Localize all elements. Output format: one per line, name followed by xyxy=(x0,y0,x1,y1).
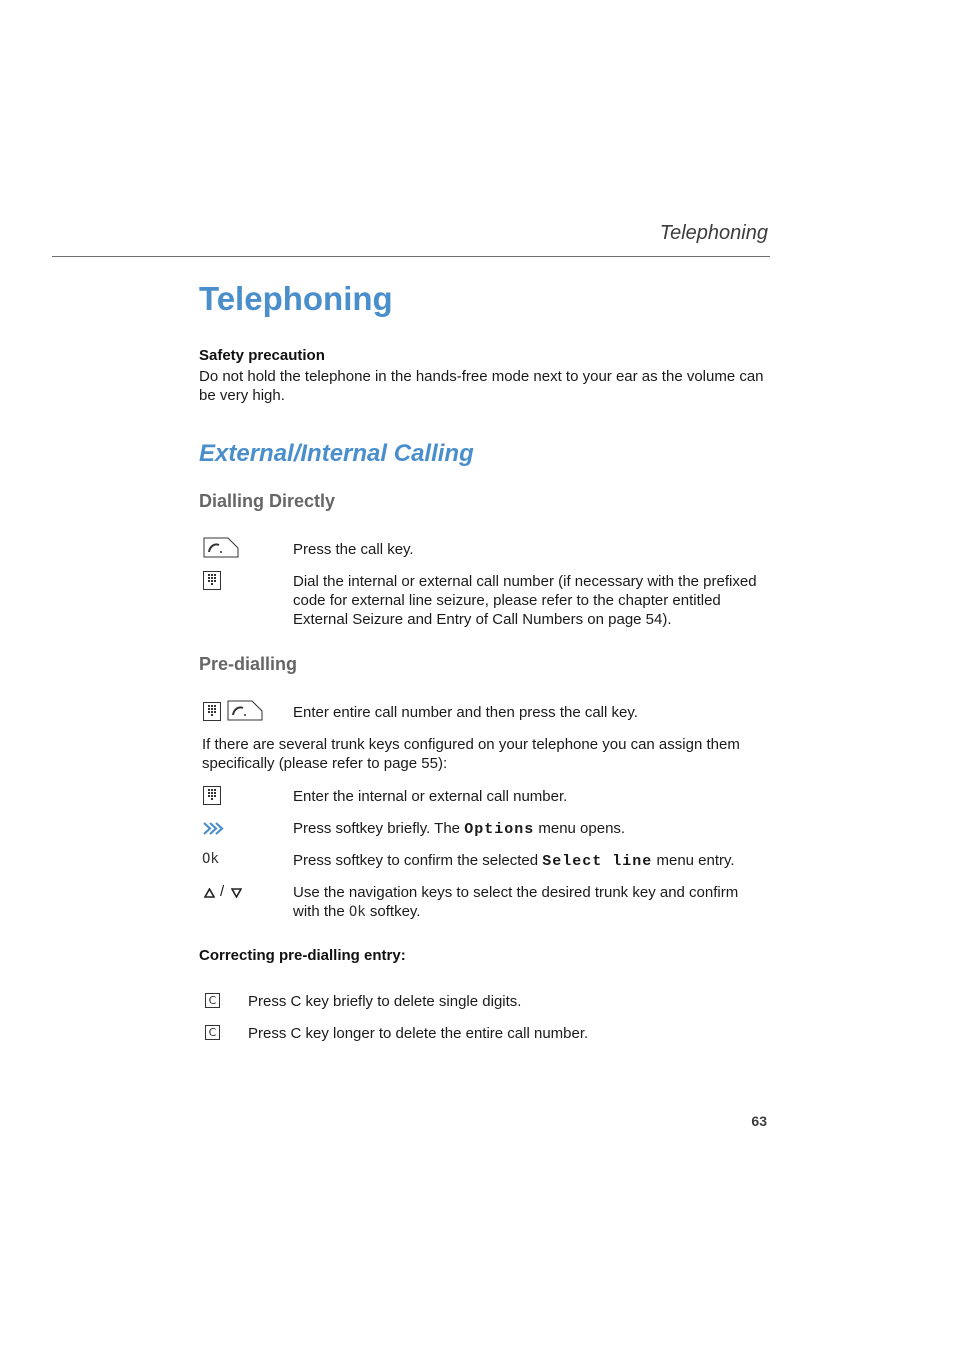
row-5-line-2-after: softkey. xyxy=(365,903,421,920)
page-title: Telephoning xyxy=(199,280,393,317)
navigation-up-icon xyxy=(204,888,215,898)
row-3-text-after: menu opens. xyxy=(534,820,626,837)
keypad-icon xyxy=(203,786,221,805)
keypad-icon xyxy=(203,702,221,721)
pre-dialling-row-4-text xyxy=(293,851,763,871)
pre-dialling-row-5-text xyxy=(293,883,763,922)
trunk-keys-intro: If there are several trunk keys configured on your telephone you can assign them specifically (please refer to page 55): xyxy=(202,736,740,772)
options-menu-name: Options xyxy=(464,821,535,838)
keypad-icon xyxy=(203,571,221,590)
header-rule xyxy=(52,256,770,257)
correcting-row-2-text: Press C key longer to delete the entire call number. xyxy=(248,1025,589,1042)
safety-text: Do not hold the telephone in the hands-free mode next to your ear as the volume can be very high. xyxy=(199,368,764,404)
correcting-label: Correcting pre-dialling entry: xyxy=(199,947,406,964)
dialling-directly-heading: Dialling Directly xyxy=(199,491,336,511)
row-5-line-2-before: with the xyxy=(293,903,349,920)
row-5-line-2 xyxy=(293,902,763,922)
dialling-row-2-text: Dial the internal or external call number (if necessary with the prefixed code for external line seizure, please refer to the chapter entitled External Seizure and Entry of Call Numbers on page 54). xyxy=(293,573,757,628)
navigation-separator: / xyxy=(220,883,225,900)
running-header: Telephoning xyxy=(659,222,768,244)
dialling-row-1-text: Press the call key. xyxy=(293,541,414,558)
call-key-icon xyxy=(227,700,263,721)
select-line-menu-entry: Select line xyxy=(542,853,653,870)
c-key-icon: C xyxy=(205,993,220,1008)
navigation-down-icon xyxy=(231,888,242,898)
call-key-icon xyxy=(203,537,239,558)
ok-softkey-inline: Ok xyxy=(348,904,366,920)
correcting-row-1-text: Press C key briefly to delete single digits. xyxy=(248,993,522,1010)
pre-dialling-row-1-text: Enter entire call number and then press the call key. xyxy=(293,704,638,721)
pre-dialling-heading: Pre-dialling xyxy=(199,654,298,674)
row-4-text-after: menu entry. xyxy=(652,852,735,869)
c-key-icon: C xyxy=(205,1025,220,1040)
page-number: 63 xyxy=(751,1113,767,1129)
row-3-text-before: Press softkey briefly. The xyxy=(293,820,465,837)
row-5-line-1: Use the navigation keys to select the desired trunk key and confirm xyxy=(293,884,739,901)
pre-dialling-row-2-text: Enter the internal or external call number. xyxy=(293,788,568,805)
options-softkey-icon xyxy=(203,821,225,836)
ok-softkey-label: Ok xyxy=(202,851,219,867)
section-title: External/Internal Calling xyxy=(199,440,474,467)
row-4-text-before: Press softkey to confirm the selected xyxy=(293,852,543,869)
pre-dialling-row-3-text xyxy=(293,819,763,839)
safety-label: Safety precaution xyxy=(199,347,325,364)
